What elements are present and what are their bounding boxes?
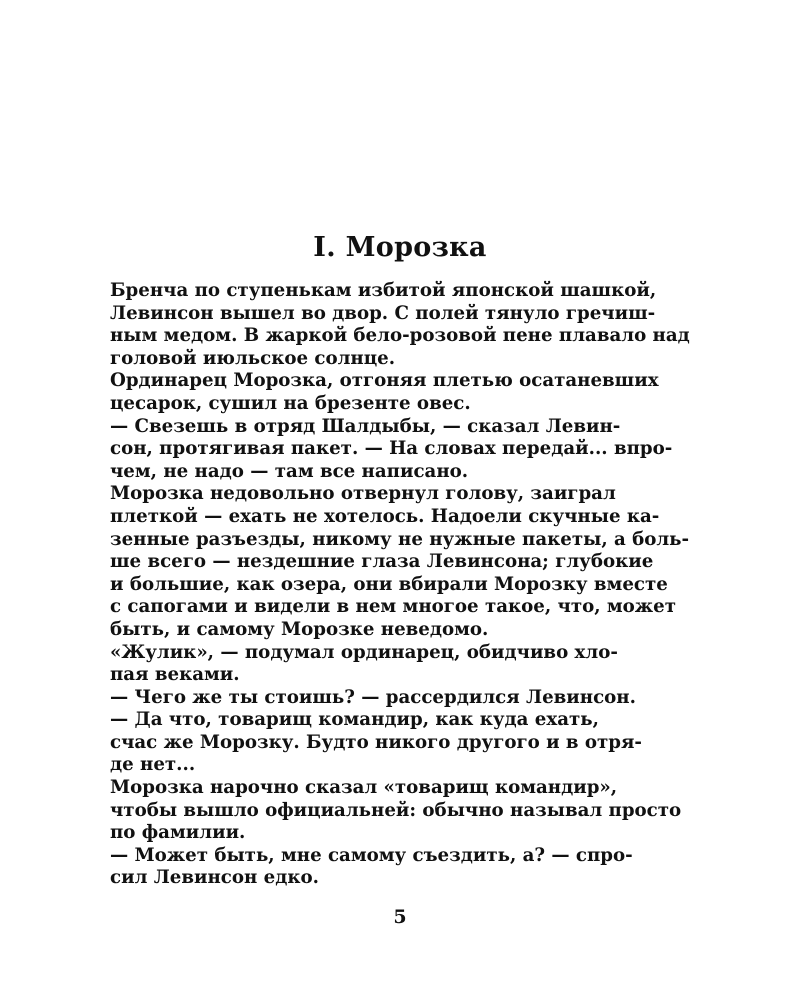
text-line: быть, и самому Морозке неведомо.	[110, 618, 489, 640]
text-line: зенные разъезды, никому не нужные пакеты, а боль-	[110, 528, 690, 550]
text-line: чем, не надо — там все написано.	[110, 460, 469, 482]
text-line: Ординарец Морозка, отгоняя плетью осатаневших	[110, 370, 659, 392]
text-line: и большие, как озера, они вбирали Морозку вместе	[110, 573, 668, 595]
text-line: — Может быть, мне самому съездить, а? — спро-	[110, 844, 633, 866]
chapter-title: I. Морозка	[313, 232, 487, 263]
text-line: сил Левинсон едко.	[110, 867, 319, 889]
text-line: Бренча по ступенькам избитой японской шашкой,	[110, 280, 657, 301]
text-line: Морозка недовольно отвернул голову, заиграл	[110, 483, 616, 505]
text-line: цесарок, сушил на брезенте овес.	[110, 392, 471, 414]
text-line: ше всего — нездешние глаза Левинсона; глубокие	[110, 551, 654, 573]
text-line: пая веками.	[110, 664, 240, 686]
text-line: счас же Морозку. Будто никого другого и в отря-	[110, 731, 642, 753]
text-line: по фамилии.	[110, 822, 246, 844]
text-line: «Жулик», — подумал ординарец, обидчиво хло-	[110, 641, 618, 663]
chapter-text	[110, 280, 700, 890]
text-line: — Свезешь в отряд Шалдыбы, — сказал Левин-	[110, 415, 621, 437]
text-line: — Да что, товарищ командир, как куда ехать,	[110, 709, 599, 731]
text-line: Морозка нарочно сказал «товарищ командир»,	[110, 777, 618, 799]
text-line: плеткой — ехать не хотелось. Надоели скучные ка-	[110, 505, 660, 527]
text-line: ным медом. В жаркой бело-розовой пене плавало над	[110, 325, 690, 347]
text-line: Левинсон вышел во двор. С полей тянуло гречиш-	[110, 302, 656, 324]
text-line: сон, протягивая пакет. — На словах передай... впро-	[110, 438, 673, 460]
text-line: — Чего же ты стоишь? — рассердился Левинсон.	[110, 686, 636, 708]
text-line: с сапогами и видели в нем многое такое, что, может	[110, 596, 677, 618]
page-number: 5	[393, 906, 407, 928]
text-line: головой июльское солнце.	[110, 347, 396, 369]
text-line: чтобы вышло официальней: обычно называл просто	[110, 799, 682, 821]
text-line: де нет...	[110, 754, 196, 776]
